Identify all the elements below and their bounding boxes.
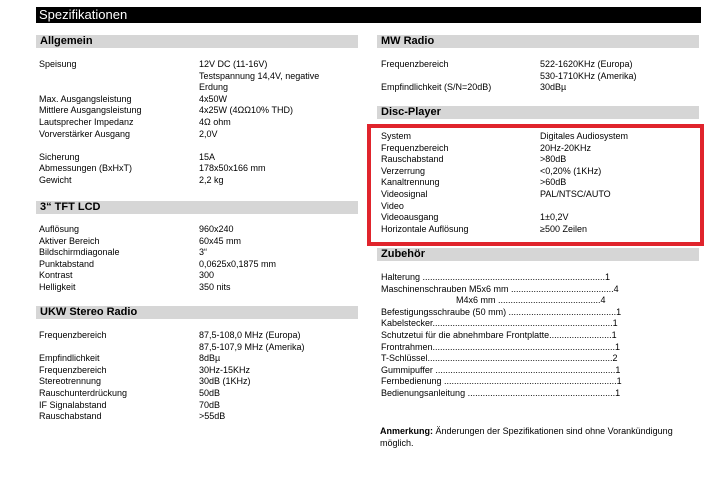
accessories-list bbox=[381, 272, 661, 400]
ukw-table bbox=[39, 330, 359, 423]
tft-table bbox=[39, 224, 359, 294]
note-label: Anmerkung: bbox=[380, 426, 434, 436]
section-header-ukw: UKW Stereo Radio bbox=[36, 306, 358, 319]
row-value: Erdung bbox=[199, 82, 229, 93]
row-key: System bbox=[381, 131, 412, 141]
allgemein-row bbox=[39, 71, 359, 83]
row-key: Videosignal bbox=[381, 188, 428, 199]
row-value: 300 bbox=[199, 270, 215, 281]
row-value: Testspannung 14,4V, negative bbox=[199, 70, 320, 81]
mw-row bbox=[381, 71, 701, 83]
row-key: Punktabstand bbox=[39, 258, 95, 269]
row-key: Stereotrennung bbox=[39, 376, 102, 387]
row-key: Video bbox=[381, 200, 404, 211]
row-value: 20Hz-20KHz bbox=[540, 142, 592, 153]
row-value: 87,5-108,0 MHz (Europa) bbox=[199, 330, 301, 340]
row-key: Empfindlichkeit (S/N=20dB) bbox=[381, 82, 492, 93]
row-value: 522-1620KHz (Europa) bbox=[540, 59, 633, 69]
row-value: 87,5-107,9 MHz (Amerika) bbox=[199, 341, 305, 352]
row-value: 178x50x166 mm bbox=[199, 163, 266, 174]
row-key: Vorverstärker Ausgang bbox=[39, 128, 131, 139]
ukw-row bbox=[39, 342, 359, 354]
mw-row bbox=[381, 59, 701, 71]
row-key: Frequenzbereich bbox=[39, 330, 107, 340]
row-value: 12V DC (11-16V) bbox=[199, 59, 268, 69]
mw-table bbox=[381, 59, 701, 94]
row-key: Speisung bbox=[39, 59, 77, 69]
tft-row bbox=[39, 247, 359, 259]
ukw-row bbox=[39, 376, 359, 388]
accessory-item: M4x6 mm .........................................4 bbox=[381, 295, 606, 306]
row-value: 350 nits bbox=[199, 281, 231, 292]
row-key: Frequenzbereich bbox=[381, 59, 449, 69]
allgemein-row bbox=[39, 82, 359, 94]
row-key: Rauschabstand bbox=[381, 154, 444, 165]
row-value: PAL/NTSC/AUTO bbox=[540, 188, 611, 199]
tft-row bbox=[39, 224, 359, 236]
row-key: IF Signalabstand bbox=[39, 399, 107, 410]
section-header-zubehoer: Zubehör bbox=[377, 248, 699, 261]
tft-row bbox=[39, 270, 359, 282]
allgemein-row bbox=[39, 94, 359, 106]
section-header-mw: MW Radio bbox=[377, 35, 699, 48]
row-key: Aktiver Bereich bbox=[39, 235, 100, 246]
row-value: 530-1710KHz (Amerika) bbox=[540, 70, 637, 81]
row-key: Kanaltrennung bbox=[381, 177, 440, 188]
accessory-item: Maschinenschrauben M5x6 mm .........................................4 bbox=[381, 283, 619, 294]
row-value: 30dB (1KHz) bbox=[199, 376, 251, 387]
allgemein-row bbox=[39, 140, 359, 152]
allgemein-row bbox=[39, 152, 359, 164]
row-key: Lautsprecher Impedanz bbox=[39, 116, 134, 127]
accessory-item: Kabelstecker........................................................................1 bbox=[381, 318, 618, 329]
row-value: >60dB bbox=[540, 177, 567, 188]
tft-row bbox=[39, 282, 359, 294]
allgemein-row bbox=[39, 175, 359, 187]
accessory-item: Fernbedienung .....................................................................1 bbox=[381, 376, 622, 387]
row-value: 15A bbox=[199, 151, 216, 162]
ukw-row bbox=[39, 400, 359, 412]
allgemein-row bbox=[39, 105, 359, 117]
allgemein-row bbox=[39, 129, 359, 141]
page-title: Spezifikationen bbox=[36, 7, 701, 23]
row-value: Digitales Audiosystem bbox=[540, 131, 629, 141]
row-key: Empfindlichkeit bbox=[39, 353, 100, 364]
ukw-row bbox=[39, 353, 359, 365]
row-value: 4x25W (4ΩΩ10% THD) bbox=[199, 105, 293, 116]
accessory-item: Bedienungsanleitung ...........................................................1 bbox=[381, 387, 621, 398]
ukw-row bbox=[39, 388, 359, 400]
row-key: Kontrast bbox=[39, 270, 73, 281]
section-header-allgemein: Allgemein bbox=[36, 35, 358, 48]
note bbox=[380, 425, 680, 449]
row-key: Horizontale Auflösung bbox=[381, 223, 469, 234]
row-key: Mittlere Ausgangsleistung bbox=[39, 105, 142, 116]
allgemein-row bbox=[39, 59, 359, 71]
row-key: Sicherung bbox=[39, 151, 80, 162]
row-value: 4Ω ohm bbox=[199, 116, 231, 127]
row-value: 960x240 bbox=[199, 224, 234, 234]
row-key: Rauschunterdrückung bbox=[39, 387, 128, 398]
accessory-item: Gummipuffer ........................................................................1 bbox=[381, 364, 621, 375]
accessory-item: Halterung .........................................................................1 bbox=[381, 272, 611, 282]
row-key: Bildschirmdiagonale bbox=[39, 247, 120, 258]
accessory-item: Schutzetui für die abnehmbare Frontplatte.........................1 bbox=[381, 329, 617, 340]
accessory-item: Befestigungsschraube (50 mm) ...........................................1 bbox=[381, 306, 622, 317]
tft-row bbox=[39, 236, 359, 248]
row-key: Rauschabstand bbox=[39, 411, 102, 422]
row-value: 8dBµ bbox=[199, 353, 221, 364]
ukw-row bbox=[39, 365, 359, 377]
section-header-tft: 3“ TFT LCD bbox=[36, 201, 358, 214]
tft-row bbox=[39, 259, 359, 271]
ukw-row bbox=[39, 330, 359, 342]
accessory-item: Frontrahmen.........................................................................1 bbox=[381, 341, 621, 352]
accessory-item: T-Schlüssel..........................................................................2 bbox=[381, 353, 618, 364]
row-value: >80dB bbox=[540, 154, 567, 165]
row-value: >55dB bbox=[199, 411, 226, 422]
note-text: Änderungen der Spezifikationen sind ohne Vorankündigung möglich. bbox=[380, 426, 673, 448]
row-key: Auflösung bbox=[39, 224, 80, 234]
row-value: 2,2 kg bbox=[199, 174, 224, 185]
row-value: 3“ bbox=[199, 247, 208, 258]
row-key: Helligkeit bbox=[39, 281, 76, 292]
row-value: 30dBµ bbox=[540, 82, 567, 93]
mw-row bbox=[381, 82, 701, 94]
row-key: Frequenzbereich bbox=[39, 364, 107, 375]
allgemein-row bbox=[39, 163, 359, 175]
row-key: Verzerrung bbox=[381, 165, 426, 176]
row-value: ≥500 Zeilen bbox=[540, 223, 587, 234]
row-key: Gewicht bbox=[39, 174, 72, 185]
row-value: 30Hz-15KHz bbox=[199, 364, 251, 375]
row-value: 50dB bbox=[199, 387, 221, 398]
highlight-box bbox=[367, 124, 704, 246]
ukw-row bbox=[39, 411, 359, 423]
row-value: 4x50W bbox=[199, 93, 228, 104]
row-value: 1±0,2V bbox=[540, 212, 569, 223]
row-value: 2,0V bbox=[199, 128, 218, 139]
row-key: Max. Ausgangsleistung bbox=[39, 93, 132, 104]
row-key: Videoausgang bbox=[381, 212, 439, 223]
row-value: 70dB bbox=[199, 399, 221, 410]
row-value: 0,0625x0,1875 mm bbox=[199, 258, 277, 269]
row-value: 60x45 mm bbox=[199, 235, 242, 246]
row-key: Frequenzbereich bbox=[381, 142, 449, 153]
row-key: Abmessungen (BxHxT) bbox=[39, 163, 133, 174]
section-header-disc: Disc-Player bbox=[377, 106, 699, 119]
allgemein-table bbox=[39, 59, 359, 187]
row-value: <0,20% (1KHz) bbox=[540, 165, 602, 176]
allgemein-row bbox=[39, 117, 359, 129]
